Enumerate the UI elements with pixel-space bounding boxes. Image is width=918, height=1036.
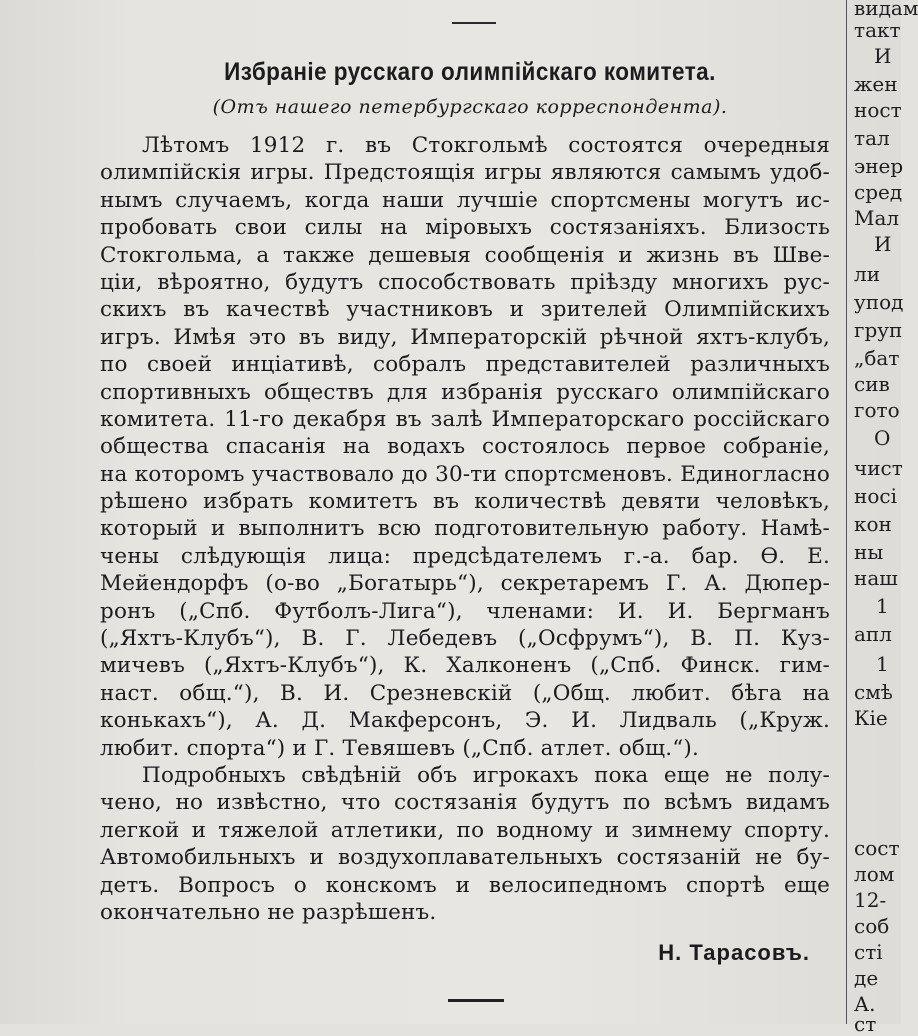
body-line: комитета. 11-го декабря въ залѣ Императорскаго россійскаго bbox=[100, 406, 830, 432]
margin-fragment: лом bbox=[854, 862, 895, 886]
margin-fragment: видам bbox=[854, 0, 918, 20]
margin-fragment: гото bbox=[854, 398, 900, 422]
margin-fragment: энер bbox=[854, 154, 904, 178]
margin-fragment: сив bbox=[854, 372, 890, 396]
body-line: мичевъ („Яхтъ-Клубъ“), К. Халконенъ („Спб. Финск. гим- bbox=[100, 653, 830, 679]
body-line: Стокгольма, а также дешевыя сообщенія и жизнь въ Шве- bbox=[100, 242, 830, 268]
margin-fragment: И bbox=[874, 232, 892, 256]
body-line: легкой и тяжелой атлетики, по водному и зимнему спорту. bbox=[100, 817, 830, 843]
article-body bbox=[100, 132, 830, 926]
body-line: („Яхтъ-Клубъ“), В. Г. Лебедевъ („Осфрумъ“), В. П. Куз- bbox=[100, 626, 830, 652]
margin-fragment: Мал bbox=[854, 206, 900, 230]
margin-fragment: 1 bbox=[876, 594, 889, 618]
body-line: спортивныхъ обществъ для избранія русскаго олимпійскаго bbox=[100, 379, 830, 405]
body-line: на которомъ участвовало до 30-ти спортсменовъ. Единогласно bbox=[100, 461, 830, 487]
body-line: общества спасанія на водахъ состоялось первое собраніе, bbox=[100, 434, 830, 460]
margin-fragment: 12- bbox=[854, 888, 887, 912]
margin-fragment: ли bbox=[854, 262, 881, 286]
body-line: наст. общ.“), В. И. Срезневскій („Общ. любит. бѣга на bbox=[100, 680, 830, 706]
margin-fragment: сред bbox=[854, 180, 903, 204]
top-separator-rule bbox=[452, 22, 496, 24]
adjacent-column-fragments bbox=[852, 0, 918, 1036]
margin-fragment: О bbox=[874, 426, 891, 450]
margin-fragment: тал bbox=[854, 126, 890, 150]
body-line: детъ. Вопросъ о конскомъ и велосипедномъ спортѣ еще bbox=[100, 872, 830, 898]
margin-fragment: А. bbox=[854, 992, 876, 1016]
margin-fragment: наш bbox=[854, 566, 898, 590]
margin-fragment: Кіе bbox=[854, 706, 888, 730]
margin-fragment: такт bbox=[854, 18, 901, 42]
margin-fragment: носі bbox=[854, 484, 897, 508]
margin-fragment: соб bbox=[854, 914, 890, 938]
margin-fragment: сті bbox=[854, 940, 883, 964]
margin-fragment: груп bbox=[854, 318, 903, 342]
margin-fragment: ны bbox=[854, 540, 884, 564]
margin-fragment: де bbox=[854, 966, 879, 990]
margin-fragment: ност bbox=[854, 98, 902, 122]
column-divider bbox=[846, 0, 847, 1024]
body-line: окончательно не разрѣшенъ. bbox=[100, 899, 437, 925]
body-line: игръ. Имѣя это въ виду, Императорскій рѣчной яхтъ-клубъ, bbox=[100, 324, 830, 350]
body-line: ронъ („Спб. Футболъ-Лига“), членами: И. И. Бергманъ bbox=[100, 598, 830, 624]
body-line: чено, но извѣстно, что состязанія будутъ по всѣмъ видамъ bbox=[100, 790, 830, 816]
body-line: Лѣтомъ 1912 г. въ Стокгольмѣ состоятся очередныя bbox=[142, 133, 830, 158]
body-line: Мейендорфъ (о-во „Богатырь“), секретаремъ Г. А. Дюпер- bbox=[100, 571, 830, 597]
margin-fragment: смѣ bbox=[854, 680, 893, 704]
margin-fragment: „бат bbox=[854, 346, 900, 370]
article-subtitle: (Отъ нашего петербургскаго корреспондента). bbox=[212, 96, 728, 118]
body-line: по своей инціативѣ, собралъ представителей различныхъ bbox=[100, 352, 830, 378]
body-line: конькахъ“), А. Д. Макферсонъ, Э. И. Лидваль („Круж. bbox=[100, 708, 830, 734]
margin-fragment: ст bbox=[854, 1012, 877, 1036]
body-line: олимпійскія игры. Предстоящія игры являются самымъ удоб- bbox=[100, 160, 830, 186]
margin-fragment: жен bbox=[854, 72, 898, 96]
body-line: скихъ въ качествѣ участниковъ и зрителей Олимпійскихъ bbox=[100, 297, 830, 323]
body-line: Автомобильныхъ и воздухоплавательныхъ состязаній не бу- bbox=[100, 845, 830, 871]
body-line: пробовать свои силы на міровыхъ состязаніяхъ. Близость bbox=[100, 215, 830, 241]
bottom-separator-rule bbox=[448, 999, 504, 1002]
margin-fragment: кон bbox=[854, 512, 892, 536]
margin-fragment: чист bbox=[854, 456, 903, 480]
body-line: чены слѣдующія лица: предсѣдателемъ г.-а. бар. Ѳ. Е. bbox=[100, 543, 830, 569]
body-line: который и выполнитъ всю подготовительную работу. Намѣ- bbox=[100, 516, 830, 542]
body-line: Подробныхъ свѣдѣній объ игрокахъ пока еще не полу- bbox=[142, 762, 830, 788]
margin-fragment: упод bbox=[854, 290, 904, 314]
author-signature: Н. Тарасовъ. bbox=[658, 940, 810, 965]
article-title: Избраніе русскаго олимпійскаго комитета. bbox=[224, 58, 716, 86]
body-line: нымъ случаемъ, когда наши лучшіе спортсмены могутъ ис- bbox=[100, 187, 830, 213]
margin-fragment: сост bbox=[854, 836, 900, 860]
margin-fragment: 1 bbox=[876, 652, 889, 676]
margin-fragment: апл bbox=[854, 622, 892, 646]
margin-fragment: И bbox=[874, 44, 892, 68]
body-line: ціи, вѣроятно, будутъ способствовать пріѣзду многихъ рус- bbox=[100, 269, 830, 295]
body-line: любит. спорта“) и Г. Тевяшевъ („Спб. атлет. общ.“). bbox=[100, 735, 700, 761]
body-line: рѣшено избрать комитетъ въ количествѣ девяти человѣкъ, bbox=[100, 489, 830, 515]
